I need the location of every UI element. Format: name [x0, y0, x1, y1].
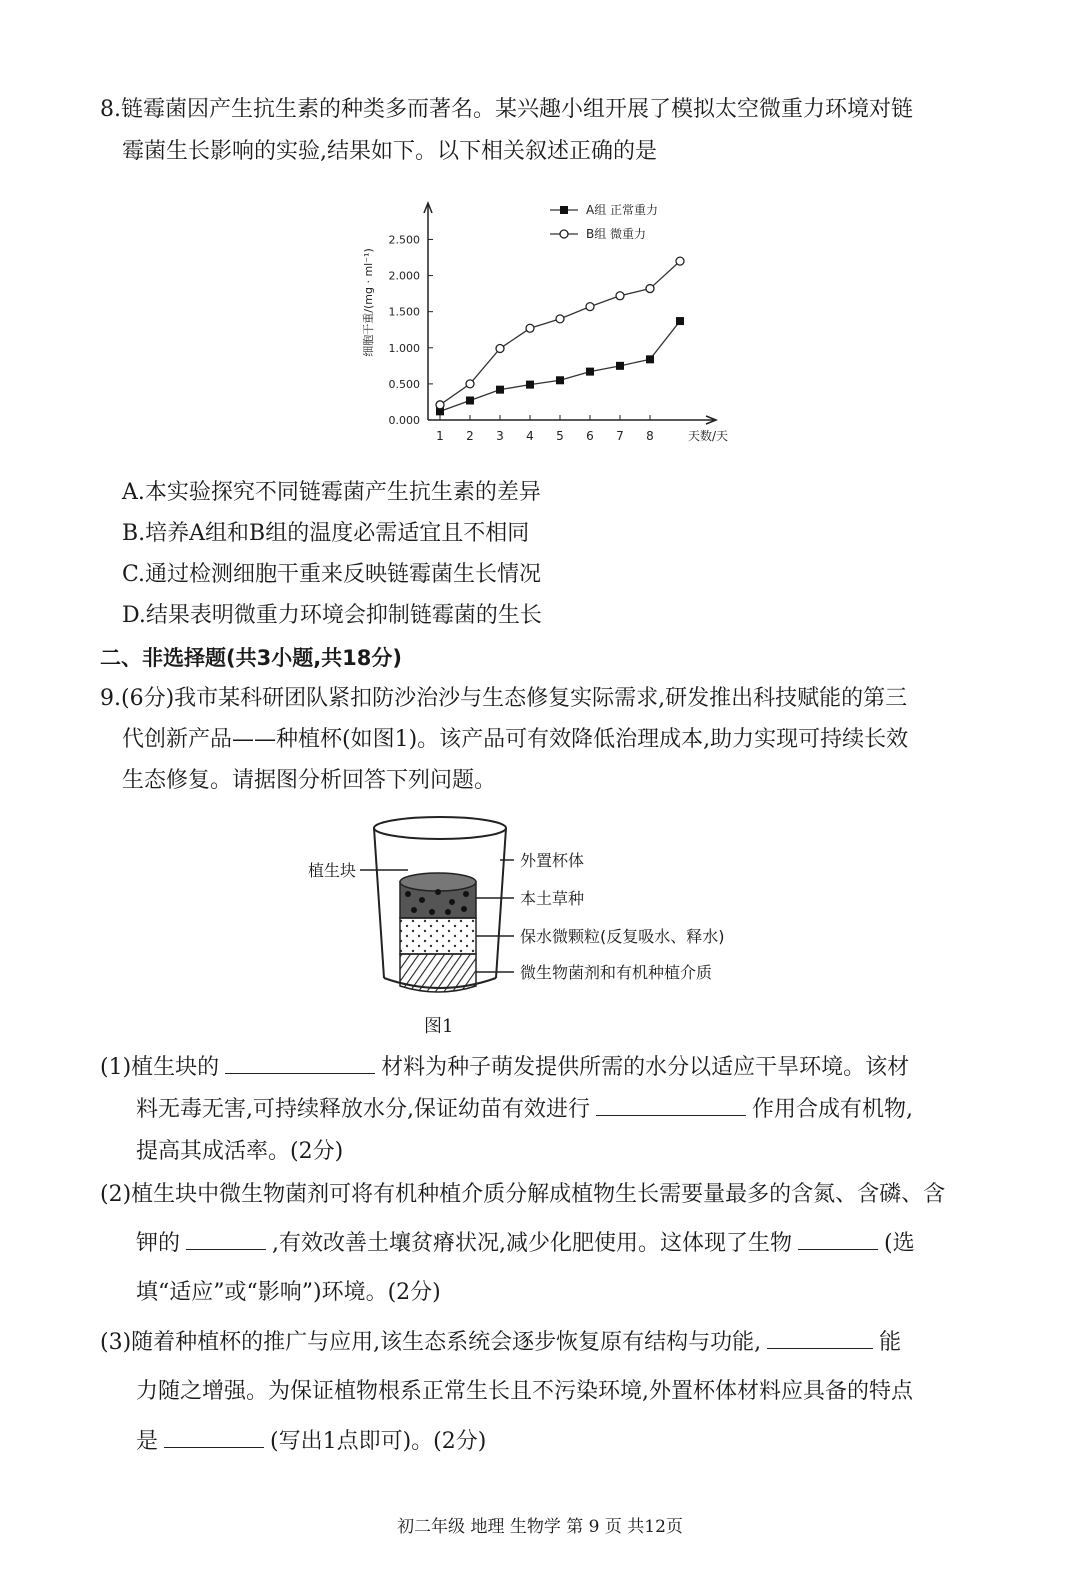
- data-point-a: [646, 355, 654, 363]
- data-point-b: [466, 380, 474, 388]
- q8-option-b[interactable]: B.培养A组和B组的温度必需适宜且不相同: [122, 521, 530, 546]
- x-tick-label: 2: [466, 429, 474, 443]
- label-water-granules: 保水微颗粒(反复吸水、释水): [520, 927, 725, 946]
- x-tick-label: 3: [496, 429, 504, 443]
- q9-sub3-line3: 是 (写出1点即可)。(2分): [136, 1429, 487, 1454]
- data-point-a: [586, 368, 594, 376]
- answer-blank-1[interactable]: [225, 1053, 375, 1074]
- data-point-b: [496, 345, 504, 353]
- data-point-a: [676, 317, 684, 325]
- data-point-a: [556, 376, 564, 384]
- q9-stem-line3: 生态修复。请据图分析回答下列问题。: [122, 768, 497, 793]
- q8-option-a[interactable]: A.本实验探究不同链霉菌产生抗生素的差异: [122, 480, 541, 505]
- legend-marker-a: [560, 206, 568, 214]
- planting-cup-figure: [290, 808, 770, 1008]
- section-title: 二、非选择题(共3小题,共18分): [100, 646, 403, 670]
- data-point-b: [646, 285, 654, 293]
- answer-blank-6[interactable]: [164, 1427, 264, 1448]
- label-outer-cup: 外置杯体: [520, 851, 585, 870]
- x-tick-label: 5: [556, 429, 564, 443]
- legend-marker-b: [560, 230, 568, 238]
- x-tick-label: 7: [616, 429, 624, 443]
- data-point-b: [616, 292, 624, 300]
- data-point-a: [616, 362, 624, 370]
- x-tick-label: 1: [436, 429, 444, 443]
- data-point-b: [586, 303, 594, 311]
- x-tick-label: 8: [646, 429, 654, 443]
- y-axis-label: 细胞干重/(mg · ml⁻¹): [362, 248, 375, 357]
- data-point-b: [436, 401, 444, 409]
- label-native-grass-seed: 本土草种: [520, 889, 585, 908]
- data-point-a: [466, 397, 474, 405]
- q9-sub1-line3: 提高其成活率。(2分): [136, 1139, 344, 1164]
- answer-blank-5[interactable]: [767, 1328, 873, 1349]
- q9-stem-line1: 9.(6分)我市某科研团队紧扣防沙治沙与生态修复实际需求,研发推出科技赋能的第三: [100, 686, 908, 711]
- data-point-a: [526, 381, 534, 389]
- y-tick-label: 2.500: [388, 233, 420, 247]
- answer-blank-4[interactable]: [798, 1229, 878, 1250]
- legend-label: A组 正常重力: [586, 203, 659, 217]
- page-footer: 初二年级 地理 生物学 第 9 页 共12页: [397, 1517, 683, 1537]
- q8-option-d[interactable]: D.结果表明微重力环境会抑制链霉菌的生长: [122, 603, 542, 628]
- y-tick-label: 2.000: [388, 269, 420, 283]
- q9-sub3-line2: 力随之增强。为保证植物根系正常生长且不污染环境,外置杯体材料应具备的特点: [136, 1379, 913, 1404]
- legend-label: B组 微重力: [586, 227, 647, 241]
- planting-block: [400, 873, 476, 992]
- figure-caption: 图1: [424, 1016, 454, 1037]
- q9-sub1-line2: 料无毒无害,可持续释放水分,保证幼苗有效进行 作用合成有机物,: [136, 1097, 913, 1122]
- q9-sub2-line2: 钾的 ,有效改善土壤贫瘠状况,减少化肥使用。这体现了生物 (选: [136, 1231, 915, 1256]
- data-point-a: [496, 386, 504, 394]
- q9-sub3-line1: (3)随着种植杯的推广与应用,该生态系统会逐步恢复原有结构与功能, 能: [100, 1330, 902, 1355]
- data-point-b: [676, 257, 684, 265]
- q9-sub2-line1: (2)植生块中微生物菌剂可将有机种植介质分解成植物生长需要量最多的含氮、含磷、含: [100, 1182, 946, 1207]
- q8-stem-line2: 霉菌生长影响的实验,结果如下。以下相关叙述正确的是: [122, 139, 657, 164]
- x-tick-label: 4: [526, 429, 534, 443]
- answer-blank-2[interactable]: [596, 1095, 746, 1116]
- label-planting-block: 植生块: [307, 861, 356, 880]
- data-point-b: [526, 324, 534, 332]
- data-point-b: [556, 315, 564, 323]
- y-tick-label: 0.000: [388, 414, 420, 427]
- growth-line-chart: [350, 190, 730, 460]
- label-microbial-agent: 微生物菌剂和有机种植介质: [520, 963, 713, 982]
- y-tick-label: 1.000: [388, 341, 420, 355]
- y-tick-label: 1.500: [388, 305, 420, 319]
- x-axis-label: 天数/天: [688, 429, 729, 443]
- answer-blank-3[interactable]: [186, 1229, 266, 1250]
- q9-stem-line2: 代创新产品——种植杯(如图1)。该产品可有效降低治理成本,助力实现可持续长效: [122, 727, 909, 752]
- series-line-a: [440, 321, 680, 411]
- q9-sub1-line1: (1)植生块的 材料为种子萌发提供所需的水分以适应干旱环境。该材: [100, 1055, 910, 1080]
- y-tick-label: 0.500: [388, 377, 420, 391]
- q9-sub2-line3: 填“适应”或“影响”)环境。(2分): [136, 1280, 441, 1305]
- q8-stem-line1: 8.链霉菌因产生抗生素的种类多而著名。某兴趣小组开展了模拟太空微重力环境对链: [100, 97, 913, 122]
- x-tick-label: 6: [586, 429, 594, 443]
- q8-option-c[interactable]: C.通过检测细胞干重来反映链霉菌生长情况: [122, 562, 542, 587]
